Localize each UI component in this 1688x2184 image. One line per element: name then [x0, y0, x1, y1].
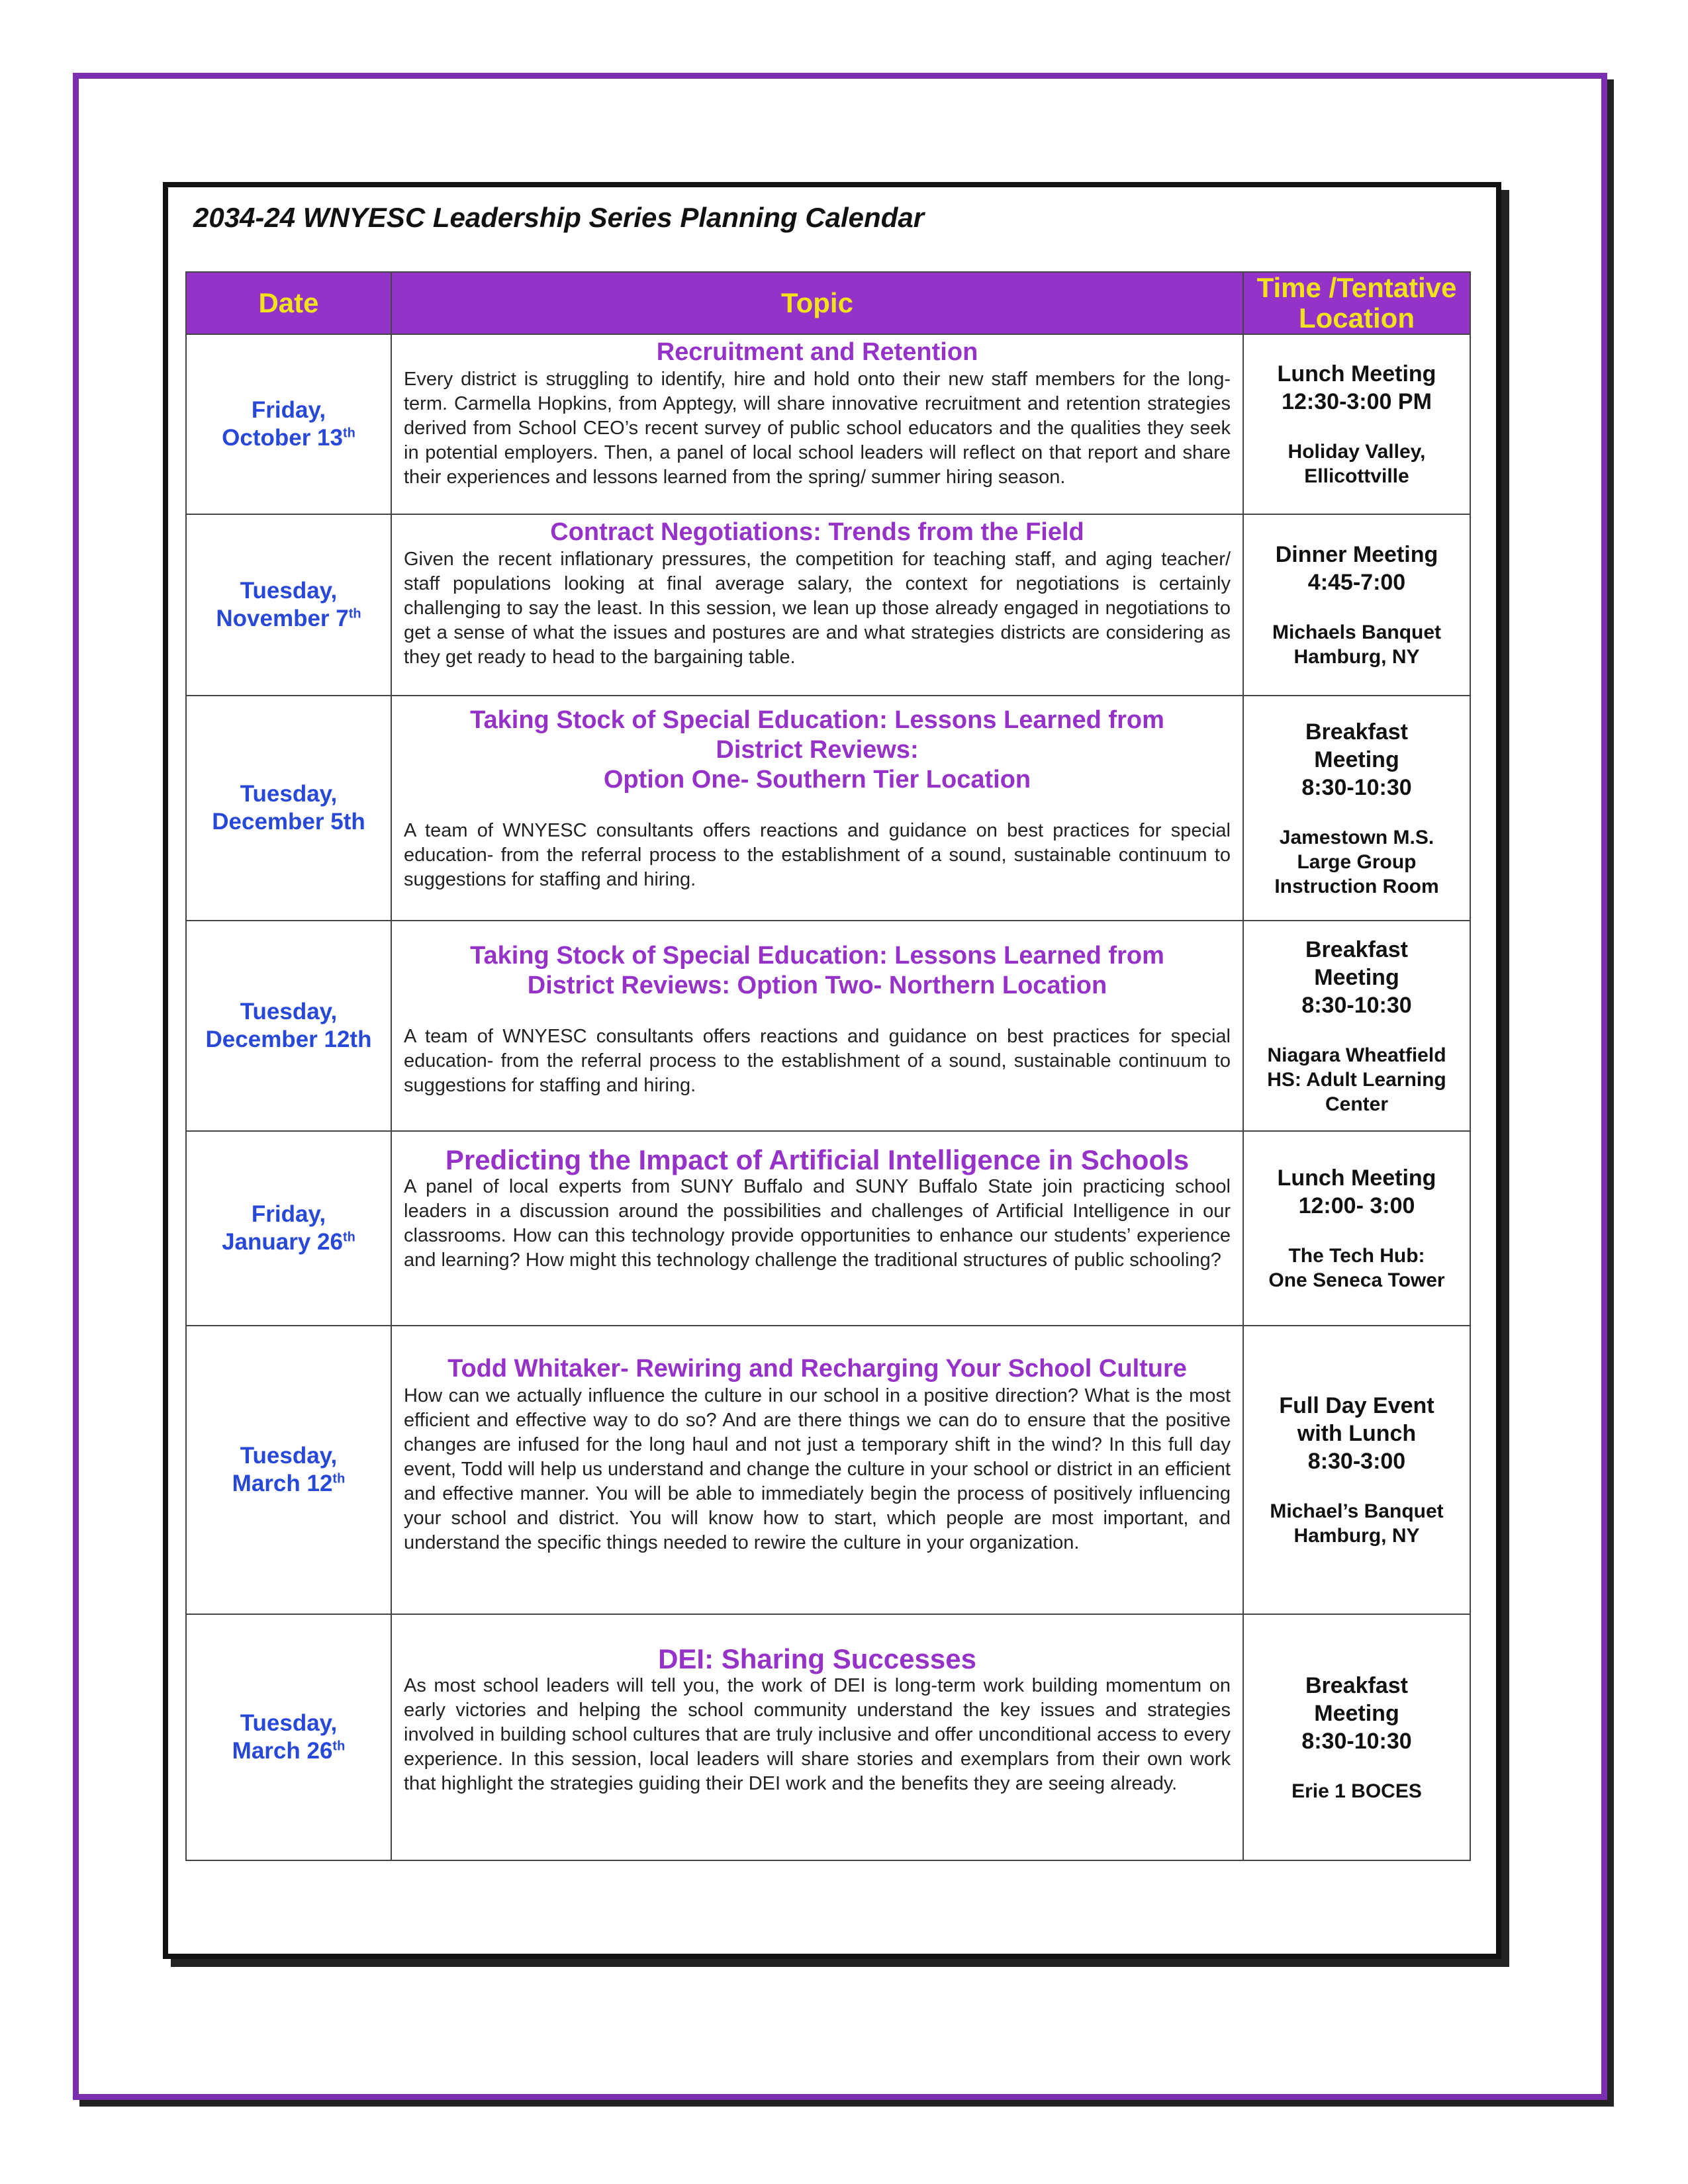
- date-cell: [186, 1614, 391, 1860]
- date-day: Friday,: [251, 397, 326, 423]
- date-day: Friday,: [251, 1201, 326, 1227]
- date-suffix: th: [343, 1230, 355, 1245]
- date-day: Tuesday,: [240, 1710, 338, 1736]
- date-day: Tuesday,: [240, 1443, 338, 1469]
- topic-title: DEI: Sharing Successes: [658, 1643, 976, 1674]
- date-value: March 26th: [232, 1738, 346, 1764]
- date-value: October 13th: [222, 425, 355, 451]
- table-row: [186, 1614, 1470, 1860]
- document-title: 2034-24 WNYESC Leadership Series Planning Calendar: [193, 202, 925, 233]
- date-value: December 12th: [205, 1026, 372, 1052]
- date-suffix: th: [332, 1471, 346, 1486]
- topic-cell: [391, 696, 1243, 921]
- date-cell: [186, 1326, 391, 1614]
- topic-description: How can we actually influence the culture in our school in a positive direction? What is the most efficient and effective way to do so? And are there things we can do to ensure that the positive changes are infused for the long haul and not just a temporary shift in the wind? In this full day event, Todd will help us understand and change the culture in your school or district in an efficient and effective manner. You will be able to immediately begin the process of positively influencing your school and district. You will know how to start, which people are most important, and understand the specific things needed to rewire the culture in your organization.: [404, 1385, 1231, 1553]
- date-value: January 26th: [222, 1229, 355, 1255]
- topic-cell: [391, 1131, 1243, 1326]
- topic-cell: [391, 921, 1243, 1131]
- header-date: Date: [186, 272, 391, 334]
- topic-cell: [391, 1326, 1243, 1614]
- time-label: Lunch Meeting 12:30-3:00 PM: [1277, 361, 1436, 414]
- date-cell: [186, 514, 391, 696]
- topic-title: Taking Stock of Special Education: Lessons Learned from District Reviews: Option One- Southern Tier Location: [470, 706, 1164, 794]
- time-location-cell: [1243, 1614, 1470, 1860]
- planning-calendar-table: [185, 271, 1471, 1861]
- time-location-cell: [1243, 334, 1470, 514]
- location-label: The Tech Hub: One Seneca Tower: [1268, 1245, 1445, 1291]
- date-value: November 7th: [216, 606, 361, 631]
- date-value: March 12th: [232, 1471, 346, 1496]
- date-cell: [186, 921, 391, 1131]
- table-row: [186, 696, 1470, 921]
- table-header-row: [186, 272, 1470, 334]
- date-cell: [186, 1131, 391, 1326]
- topic-title: Predicting the Impact of Artificial Intelligence in Schools: [445, 1144, 1190, 1175]
- table-row: [186, 1131, 1470, 1326]
- time-location-cell: [1243, 921, 1470, 1131]
- date-day: Tuesday,: [240, 781, 338, 807]
- table-row: [186, 1326, 1470, 1614]
- topic-title: Contract Negotiations: Trends from the Field: [550, 518, 1084, 546]
- topic-description: A team of WNYESC consultants offers reactions and guidance on best practices for special education- from the referral process to the establishment of a sound, sustainable continuum to suggestions for staffing and hiring.: [404, 1026, 1231, 1096]
- topic-description: A panel of local experts from SUNY Buffalo and SUNY Buffalo State join practicing school leaders in a discussion around the possibilities and challenges of Artificial Intelligence in our classrooms. How can this technology provide opportunities to enhance our students’ experience and learning? How might this technology challenge the traditional structures of public schooling?: [404, 1176, 1231, 1271]
- topic-title: Recruitment and Retention: [656, 338, 978, 366]
- date-day: Tuesday,: [240, 578, 338, 604]
- time-label: Breakfast Meeting 8:30-10:30: [1301, 719, 1412, 800]
- topic-cell: [391, 334, 1243, 514]
- location-label: Erie 1 BOCES: [1291, 1780, 1422, 1802]
- date-cell: [186, 334, 391, 514]
- date-cell: [186, 696, 391, 921]
- table-row: [186, 334, 1470, 514]
- location-label: Holiday Valley, Ellicottville: [1288, 441, 1426, 487]
- location-label: Michaels Banquet Hamburg, NY: [1272, 621, 1442, 668]
- time-location-cell: [1243, 1131, 1470, 1326]
- date-day: Tuesday,: [240, 999, 338, 1024]
- date-suffix: th: [332, 1739, 346, 1754]
- location-label: Michael’s Banquet Hamburg, NY: [1270, 1500, 1444, 1547]
- header-topic: Topic: [391, 272, 1243, 334]
- date-value: December 5th: [212, 809, 365, 835]
- time-label: Full Day Event with Lunch 8:30-3:00: [1279, 1393, 1434, 1474]
- time-label: Lunch Meeting 12:00- 3:00: [1277, 1165, 1436, 1218]
- topic-description: Given the recent inflationary pressures, the competition for teaching staff, and aging teacher/ staff populations looking at final average salary, the context for negotiations is certainly challenging to say the least. In this session, we lean up those already engaged in negotiations to get a sense of what the issues and postures are and what strategies districts are considering as they get ready to head to the bargaining table.: [404, 549, 1231, 668]
- topic-cell: [391, 514, 1243, 696]
- date-suffix: th: [342, 426, 355, 441]
- time-location-cell: [1243, 1326, 1470, 1614]
- topic-cell: [391, 1614, 1243, 1860]
- topic-description: As most school leaders will tell you, the work of DEI is long-term work building momentum on early victories and helping the school community understand the key issues and strategies involved in building school cultures that are truly inclusive and offer unconditional access to every experience. In this session, local leaders will share stories and exemplars from their own work that highlight the strategies guiding their DEI work and the benefits they are seeing already.: [404, 1675, 1231, 1794]
- time-label: Breakfast Meeting 8:30-10:30: [1301, 1672, 1412, 1754]
- topic-description: A team of WNYESC consultants offers reactions and guidance on best practices for special education- from the referral process to the establishment of a sound, sustainable continuum to suggestions for staffing and hiring.: [404, 820, 1231, 890]
- table-row: [186, 514, 1470, 696]
- time-label: Dinner Meeting 4:45-7:00: [1275, 542, 1438, 595]
- topic-title: Todd Whitaker- Rewiring and Recharging Your School Culture: [447, 1355, 1187, 1383]
- time-location-cell: [1243, 514, 1470, 696]
- topic-description: Every district is struggling to identify, hire and hold onto their new staff members for the long-term. Carmella Hopkins, from Apptegy, will share innovative recruitment and retention strategies derived from School CEO’s recent survey of public school educators and the qualities they seek in potential employers. Then, a panel of local school leaders will reflect on that report and share their experiences and lessons learned from the spring/ summer hiring season.: [404, 369, 1231, 488]
- location-label: Jamestown M.S. Large Group Instruction Room: [1274, 826, 1439, 897]
- header-time-location: Time /Tentative Location: [1243, 272, 1470, 334]
- time-label: Breakfast Meeting 8:30-10:30: [1301, 936, 1412, 1018]
- date-suffix: th: [348, 606, 361, 621]
- time-location-cell: [1243, 696, 1470, 921]
- location-label: Niagara Wheatfield HS: Adult Learning Center: [1267, 1044, 1446, 1115]
- table-row: [186, 921, 1470, 1131]
- topic-title: Taking Stock of Special Education: Lessons Learned from District Reviews: Option Two- Northern Location: [470, 942, 1164, 999]
